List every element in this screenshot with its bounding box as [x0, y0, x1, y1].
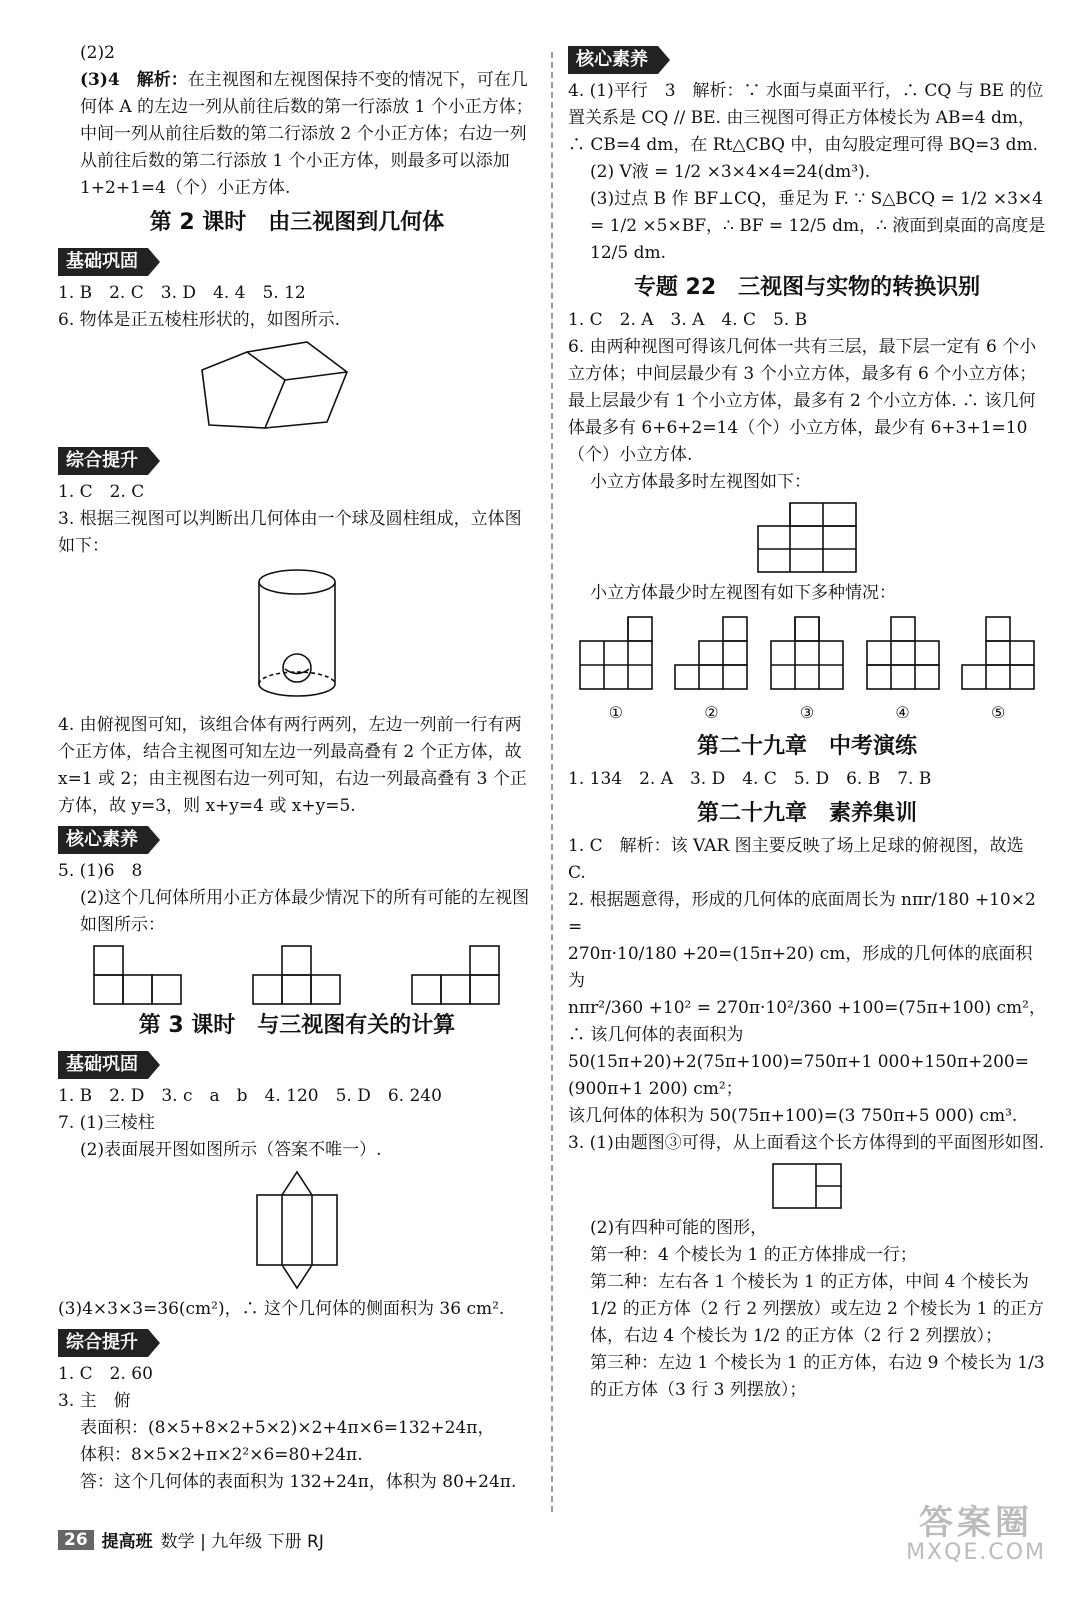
answer-line: 该几何体的体积为 50(75π+100)=(3 750π+5 000) cm³.	[568, 1106, 1018, 1126]
section-heading: 第 2 课时 由三视图到几何体	[149, 210, 445, 235]
analysis-label: (3)4 解析：	[80, 70, 188, 90]
page-footer	[58, 1527, 324, 1552]
min-left-view-figure	[961, 613, 1035, 691]
answer-line: (2)表面展开图如图所示（答案不唯一）.	[80, 1140, 382, 1160]
answer-line: (2)有四种可能的图形，	[590, 1218, 768, 1238]
answer-line: 4. 由俯视图可知，该组合体有两行两列，左边一列前一行有两个正方体，结合主视图可知左边一列最高叠有 2 个正方体，故 x=1 或 2；由主视图右边一列可知，右边一列最高叠有 3 个正方体，故 y=3，则 x+y=4 或 x+y=5.	[58, 715, 527, 816]
option-label: ⑤	[991, 703, 1006, 722]
answer-line: ∴ 该几何体的表面积为 50(15π+20)+2(75π+100)=750π+1 000+150π+200=(900π+1 200) cm²；	[568, 1025, 1029, 1099]
book-info: 数学 | 九年级 下册 RJ	[160, 1532, 324, 1552]
answer-line: nπr²/360 +10² = 270π·10²/360 +100=(75π+100) cm²，	[568, 998, 1046, 1018]
answer-line: 1. B 2. D 3. c a b 4. 120 5. D 6. 240	[58, 1086, 442, 1106]
answer-line: 第三种：左边 1 个棱长为 1 的正方体，右边 9 个棱长为 1/3 的正方体（3 行 3 列摆放）；	[590, 1353, 1045, 1400]
answer-line: (2) V液 = 1/2 ×3×4×4=24(dm³).	[590, 162, 871, 182]
min-left-view-option	[579, 613, 653, 726]
max-left-view-figure	[757, 502, 857, 574]
min-left-view-option	[770, 613, 844, 726]
answer-text: (2)2	[80, 43, 115, 63]
option-label: ①	[608, 703, 623, 722]
option-label: ②	[704, 703, 719, 722]
answer-line: 1. C 2. C	[58, 482, 145, 502]
answer-line: 6. 由两种视图可得该几何体一共有三层，最下层一定有 6 个小立方体；中间层最少有 3 个小立方体，最多有 6 个小立方体；最上层最少有 1 个小立方体，最多有 2 个小立方体. ∴ 该几何体最多有 6+6+2=14（个）小立方体，最少有 6+3+1=10（个）小立方体.	[568, 337, 1037, 465]
min-left-view-option	[961, 613, 1035, 726]
answer-line: 7. (1)三棱柱	[58, 1113, 155, 1133]
left-column	[58, 40, 536, 1496]
section-tag: 基础巩固	[58, 1051, 148, 1079]
answer-line: 6. 物体是正五棱柱形状的，如图所示.	[58, 310, 341, 330]
section-tag: 核心素养	[58, 826, 148, 854]
page-number: 26	[58, 1530, 94, 1550]
section-heading: 专题 22 三视图与实物的转换识别	[633, 275, 981, 300]
min-left-view-option	[674, 613, 748, 726]
option-label: ④	[895, 703, 910, 722]
answer-line: 4. (1)平行 3 解析：∵ 水面与桌面平行，∴ CQ 与 BE 的位置关系是 CQ // BE. 由三视图可得正方体棱长为 AB=4 dm，∴ CB=4 dm，在 Rt△CBQ 中，由勾股定理可得 BQ=3 dm.	[568, 81, 1044, 155]
answer-line: 3. 根据三视图可以判断出几何体由一个球及圆柱组成，立体图如下：	[58, 509, 522, 556]
answer-line: 5. (1)6 8	[58, 861, 143, 881]
cylinder-with-ball-figure	[252, 566, 342, 706]
answer-text	[58, 67, 536, 202]
answer-line: 3. 主 俯	[58, 1391, 131, 1411]
brand-name: 提高班	[101, 1532, 153, 1552]
section-heading: 第二十九章 素养集训	[696, 801, 917, 826]
section-tag: 核心素养	[568, 46, 658, 74]
section-tag: 综合提升	[58, 447, 148, 475]
prism-net-figure	[252, 1170, 342, 1290]
answer-line: 1. C 解析：该 VAR 图主要反映了场上足球的俯视图，故选 C.	[568, 836, 1024, 883]
answer-line: (2)这个几何体所用小正方体最少情况下的所有可能的左视图如图所示：	[80, 888, 530, 935]
answer-line: 第二种：左右各 1 个棱长为 1 的正方体，中间 4 个棱长为 1/2 的正方体（2 行 2 列摆放）或左边 2 个棱长为 1 的正方体，右边 4 个棱长为 1/2 的正方体（2 行 2 列摆放）；	[590, 1272, 1044, 1346]
section-tag: 基础巩固	[58, 248, 148, 276]
answer-line: 答：这个几何体的表面积为 132+24π，体积为 80+24π.	[80, 1472, 517, 1492]
answer-line: 1. C 2. 60	[58, 1364, 153, 1384]
answer-line: 表面积：(8×5+8×2+5×2)×2+4π×6=132+24π，	[80, 1418, 495, 1438]
answer-line: 1. 134 2. A 3. D 4. C 5. D 6. B 7. B	[568, 769, 932, 789]
answer-line: 小立方体最多时左视图如下：	[590, 472, 811, 492]
answer-line: (3)过点 B 作 BF⊥CQ，垂足为 F. ∵ S△BCQ = 1/2 ×3×4 = 1/2 ×5×BF，∴ BF = 12/5 dm，∴ 液面到桌面的高度是 12/5 dm.	[590, 189, 1046, 263]
section-heading: 第二十九章 中考演练	[696, 734, 917, 759]
option-label: ③	[799, 703, 815, 722]
min-left-view-figure	[866, 613, 940, 691]
answer-line: 1. B 2. C 3. D 4. 4 5. 12	[58, 283, 306, 303]
left-view-figure-1	[93, 945, 183, 1005]
column-divider	[551, 52, 553, 1512]
watermark-url: MXQE.COM	[906, 1540, 1046, 1565]
top-view-rectangle-figure	[772, 1163, 842, 1209]
section-heading: 第 3 课时 与三视图有关的计算	[138, 1013, 456, 1038]
answer-line: 小立方体最少时左视图有如下多种情况：	[590, 583, 896, 603]
answer-line: 270π·10/180 +20=(15π+20) cm，形成的几何体的底面积为	[568, 944, 1033, 991]
section-tag: 综合提升	[58, 1329, 148, 1357]
min-left-view-options	[568, 613, 1046, 726]
right-column	[568, 40, 1046, 1404]
answer-line: (3)4×3×3=36(cm²)，∴ 这个几何体的侧面积为 36 cm².	[58, 1299, 505, 1319]
answer-line: 2. 根据题意得，形成的几何体的底面周长为 nπr/180 +10×2 =	[568, 890, 1036, 937]
answer-line: 第一种：4 个棱长为 1 的正方体排成一行；	[590, 1245, 917, 1265]
pentagonal-prism-figure	[197, 340, 397, 435]
watermark	[906, 1503, 1046, 1568]
answer-line: 3. (1)由题图③可得，从上面看这个长方体得到的平面图形如图.	[568, 1133, 1045, 1153]
left-view-figure-2	[252, 945, 342, 1005]
left-view-options	[58, 945, 536, 1005]
min-left-view-figure	[770, 613, 844, 691]
watermark-title: 答案圈	[919, 1503, 1034, 1543]
answer-line: 体积：8×5×2+π×2²×6=80+24π.	[80, 1445, 363, 1465]
answer-line: 1. C 2. A 3. A 4. C 5. B	[568, 310, 808, 330]
left-view-figure-3	[411, 945, 501, 1005]
min-left-view-figure	[579, 613, 653, 691]
analysis-text: 在主视图和左视图保持不变的情况下，可在几何体 A 的左边一列从前往后数的第一行添放 1 个小正方体；中间一列从前往后数的第二行添放 2 个小正方体；右边一列从前往后数的第二行添放 1 个小正方体，则最多可以添加 1+2+1=4（个）小正方体.	[80, 70, 533, 198]
min-left-view-figure	[674, 613, 748, 691]
min-left-view-option	[866, 613, 940, 726]
